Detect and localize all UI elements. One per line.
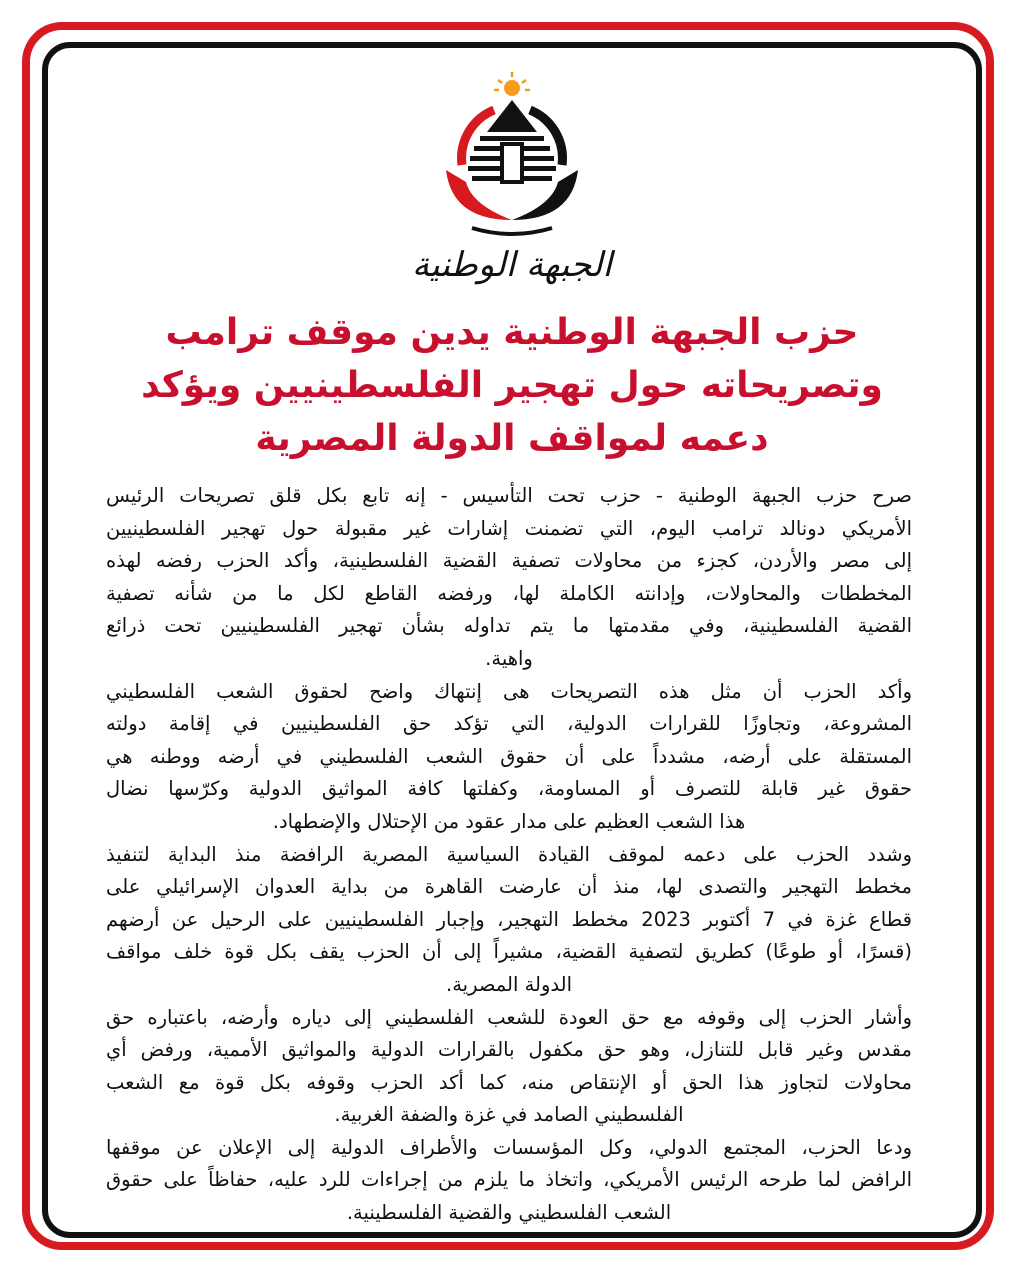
paragraph xyxy=(106,839,912,1002)
paragraph xyxy=(106,1132,912,1230)
paragraph-line: هذا الشعب العظيم على مدار عقود من الإحتلال والإضطهاد. xyxy=(272,809,746,833)
paragraph xyxy=(106,676,912,839)
paragraph-line: حقوق غير قابلة للتصرف أو المساومة، وكفلتها كافة المواثيق الدولية وكرّسها نضال xyxy=(106,777,912,801)
paragraph-line: وشدد الحزب على دعمه لموقف القيادة السياسية المصرية الرافضة منذ البداية لتنفيذ xyxy=(106,842,912,866)
paragraph xyxy=(106,480,912,676)
paragraph-line: الفلسطيني الصامد في غزة والضفة الغربية. xyxy=(334,1103,684,1127)
paragraph-line: الدولة المصرية. xyxy=(446,972,572,996)
paragraph-line: مخطط التهجير والتصدى لها، منذ أن عارضت القاهرة من بداية العدوان الإسرائيلي على xyxy=(106,875,912,899)
paragraph-line: الرافض لما طرحه الرئيس الأمريكي، واتخاذ ما يلزم من إجراءات للرد عليه، حفاظاً على حقوق xyxy=(106,1168,912,1192)
title-line: دعمه لمواقف الدولة المصرية xyxy=(255,418,769,459)
paragraph-line: وأكد الحزب أن مثل هذه التصريحات هى إنتهاك واضح لحقوق الشعب الفلسطيني xyxy=(106,679,912,703)
title-line: حزب الجبهة الوطنية يدين موقف ترامب xyxy=(165,312,859,353)
paragraph-line: إلى مصر والأردن، كجزء من محاولات تصفية القضية الفلسطينية، وأكد الحزب رفضه لهذه xyxy=(106,549,912,573)
paragraph-line: الأمريكي دونالد ترامب اليوم، التي تضمنت إشارات غير مقبولة حول تهجير الفلسطينيين xyxy=(106,516,912,540)
paragraph-line: المشروعة، وتجاوزًا للقرارات الدولية، التي تؤكد حق الفلسطينيين في إقامة دولته xyxy=(106,712,912,736)
title-line: وتصريحاته حول تهجير الفلسطينيين ويؤكد xyxy=(141,365,883,406)
paragraph xyxy=(106,1002,912,1132)
paragraph-line: قطاع غزة في 7 أكتوبر 2023 مخطط التهجير، وإجبار الفلسطينيين على الرحيل عن أرضهم xyxy=(106,907,912,931)
paragraph-line: محاولات لتجاوز هذا الحق أو الإنتقاص منه، كما أكد الحزب وقوفه بكل قوة مع الشعب xyxy=(106,1070,912,1094)
paragraph-line: المستقلة على أرضه، مشدداً على أن حقوق الشعب الفلسطيني في أرضه ووطنه هي xyxy=(106,744,912,768)
paragraph-line: ودعا الحزب، المجتمع الدولي، وكل المؤسسات والأطراف الدولية إلى الإعلان عن موقفها xyxy=(106,1135,912,1159)
article-body xyxy=(106,480,912,1230)
paragraph-line: القضية الفلسطينية، وفي مقدمتها ما يتم تداوله بشأن تهجير الفلسطينيين تحت ذرائع xyxy=(106,614,912,638)
page-title xyxy=(90,306,934,465)
paragraph-line: واهية. xyxy=(485,646,533,670)
party-logo-icon xyxy=(432,70,592,240)
paragraph-line: (قسرًا، أو طوعًا) كطريق لتصفية القضية، مشيراً إلى أن الحزب يقف بكل قوة خلف مواقف xyxy=(106,940,912,964)
paragraph-line: مقدس وغير قابل للتنازل، وهو حق مكفول بالقرارات الدولية والمواثيق الأممية، ورفض أي xyxy=(106,1038,912,1062)
paragraph-line: المخططات والمحاولات، وإدانته الكاملة لها، ورفضه القاطع لكل ما من شأنه تصفية xyxy=(106,581,912,605)
sun-icon xyxy=(494,72,530,96)
paragraph-line: وأشار الحزب إلى وقوفه مع حق العودة للشعب الفلسطيني إلى دياره وأرضه، باعتباره حق xyxy=(106,1005,912,1029)
svg-text:الجبهة الوطنية: الجبهة الوطنية xyxy=(412,245,612,285)
logo-lettering xyxy=(400,232,624,294)
paragraph-line: الشعب الفلسطيني والقضية الفلسطينية. xyxy=(346,1201,672,1225)
paragraph-line: صرح حزب الجبهة الوطنية - حزب تحت التأسيس - إنه تابع بكل قلق تصريحات الرئيس xyxy=(106,484,912,507)
